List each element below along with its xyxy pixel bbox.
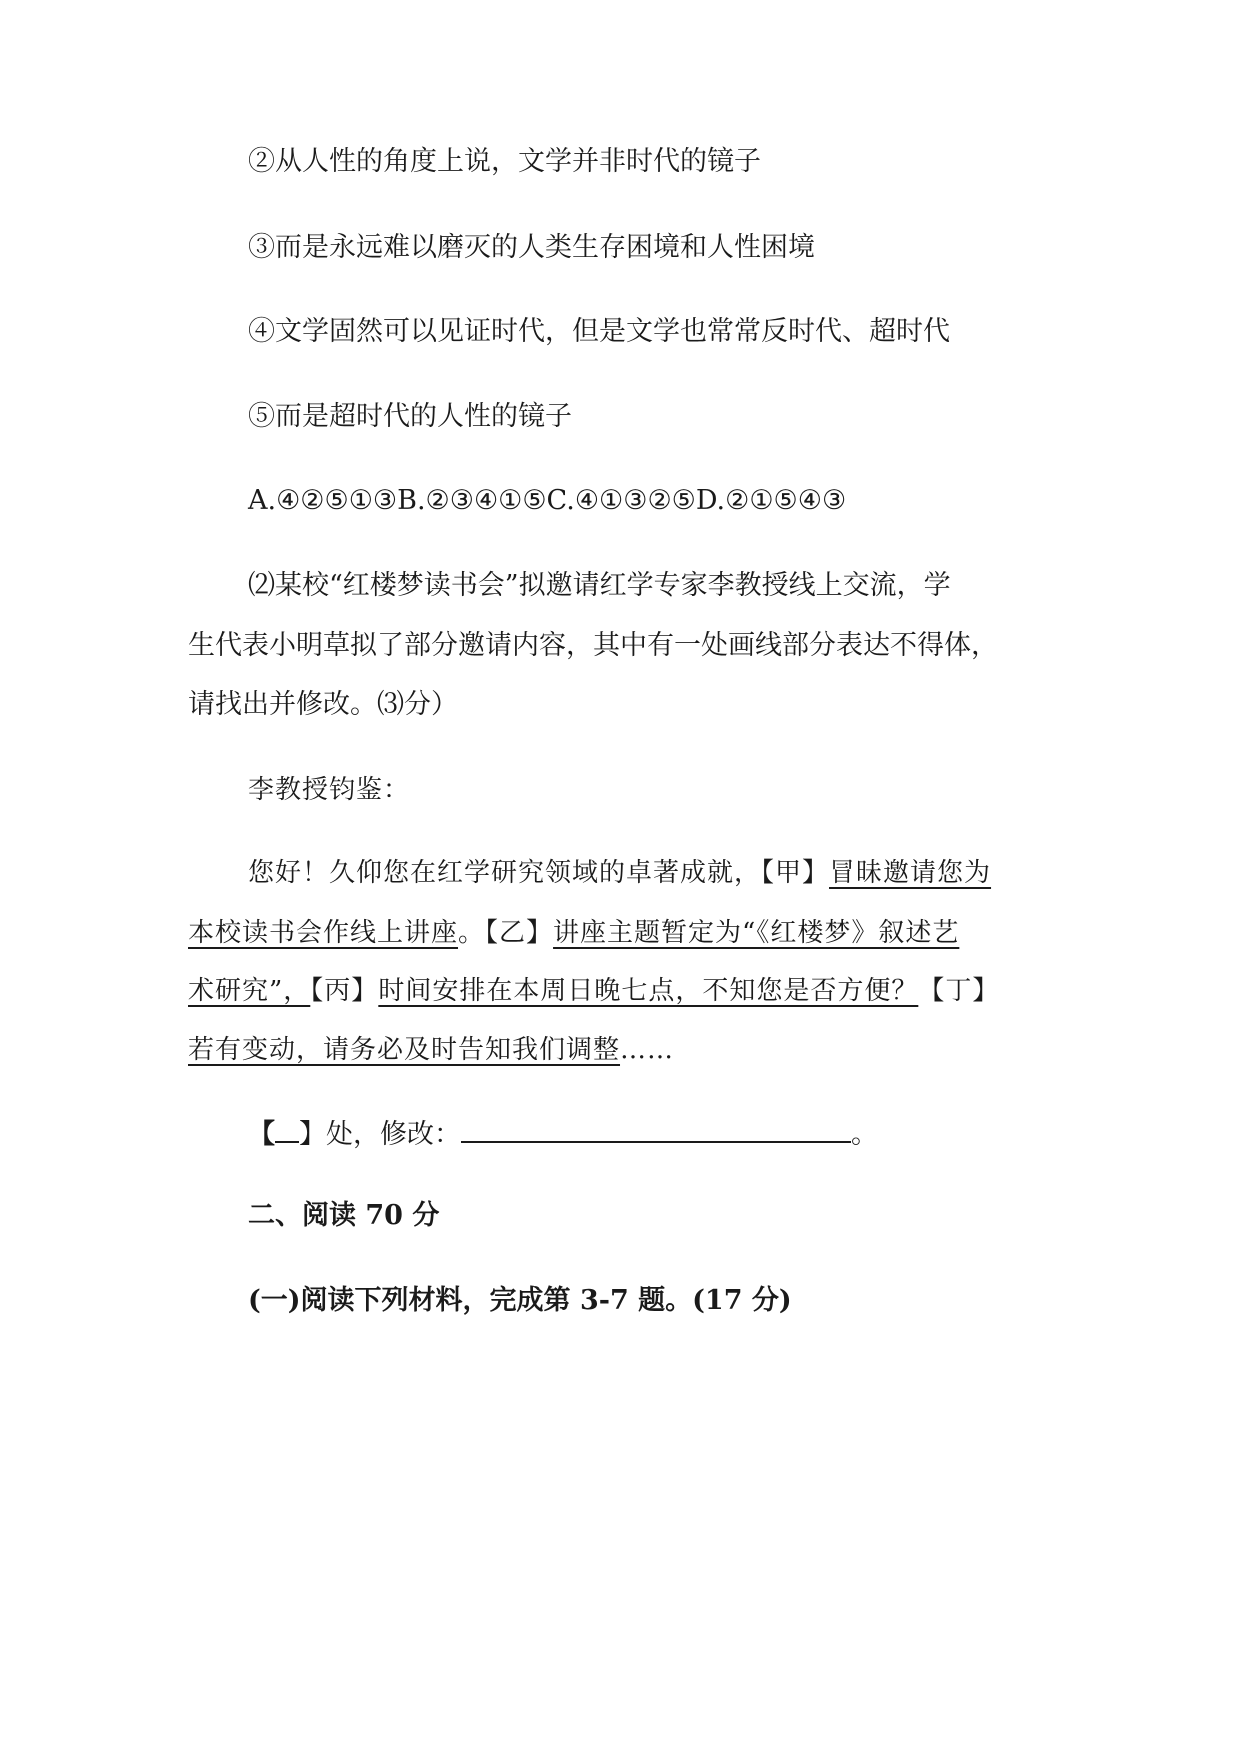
question-2-line-1: ⑵某校“红楼梦读书会”拟邀请红学专家李教授线上交流，学 <box>248 570 951 601</box>
letter-ellipsis: …… <box>620 1035 675 1065</box>
question-2-line-3: 请找出并修改。⑶分） <box>188 689 458 720</box>
answer-options: A.④②⑤①③B.②③④①⑤C.④①③②⑤D.②①⑤④③ <box>248 485 847 516</box>
answer-open-bracket: 【 <box>248 1119 275 1150</box>
answer-line <box>248 1113 1128 1155</box>
underlined-jia-part2: 本校读书会作线上讲座 <box>188 918 459 948</box>
marker-ding: 【丁】 <box>918 976 1000 1006</box>
section-title: 二、阅读 70 分 <box>248 1200 440 1231</box>
sentence-item-5: ⑤而是超时代的人性的镜子 <box>248 401 572 432</box>
marker-bing: 【丙】 <box>310 976 379 1006</box>
letter-text: 您好！久仰您在红学研究领域的卓著成就， <box>248 858 762 888</box>
question-2-line-2: 生代表小明草拟了部分邀请内容，其中有一处画线部分表达不得体， <box>188 630 998 661</box>
section-subtitle: (一)阅读下列材料，完成第 3-7 题。(17 分) <box>248 1285 792 1316</box>
letter-salutation: 李教授钧鉴： <box>248 775 411 805</box>
sentence-item-2: ②从人性的角度上说，文学并非时代的镜子 <box>248 146 761 177</box>
letter-line-4 <box>188 1030 1068 1070</box>
answer-end: 。 <box>851 1119 878 1150</box>
marker-jia: 【甲】 <box>761 858 830 888</box>
underlined-bing: 时间安排在本周日晚七点，不知您是否方便？ <box>378 976 919 1006</box>
answer-blank-marker[interactable] <box>275 1117 299 1143</box>
underlined-ding: 若有变动，请务必及时告知我们调整 <box>188 1035 621 1065</box>
underlined-yi-part1: 讲座主题暂定为“《红楼梦》叙述艺 <box>553 918 960 948</box>
answer-blank[interactable] <box>461 1113 851 1143</box>
underlined-yi-part2: 术研究”， <box>188 976 311 1006</box>
letter-text: 。 <box>458 918 486 948</box>
sentence-item-3: ③而是永远难以磨灭的人类生存困境和人性困境 <box>248 232 815 263</box>
answer-label: 】处，修改： <box>299 1119 461 1150</box>
sentence-item-4: ④文学固然可以见证时代，但是文学也常常反时代、超时代 <box>248 316 950 347</box>
underlined-jia-part1: 冒昧邀请您为 <box>829 858 992 888</box>
marker-yi: 【乙】 <box>485 918 554 948</box>
letter-line-1 <box>248 853 1128 893</box>
letter-line-3 <box>188 971 1068 1011</box>
letter-line-2 <box>188 913 1068 953</box>
